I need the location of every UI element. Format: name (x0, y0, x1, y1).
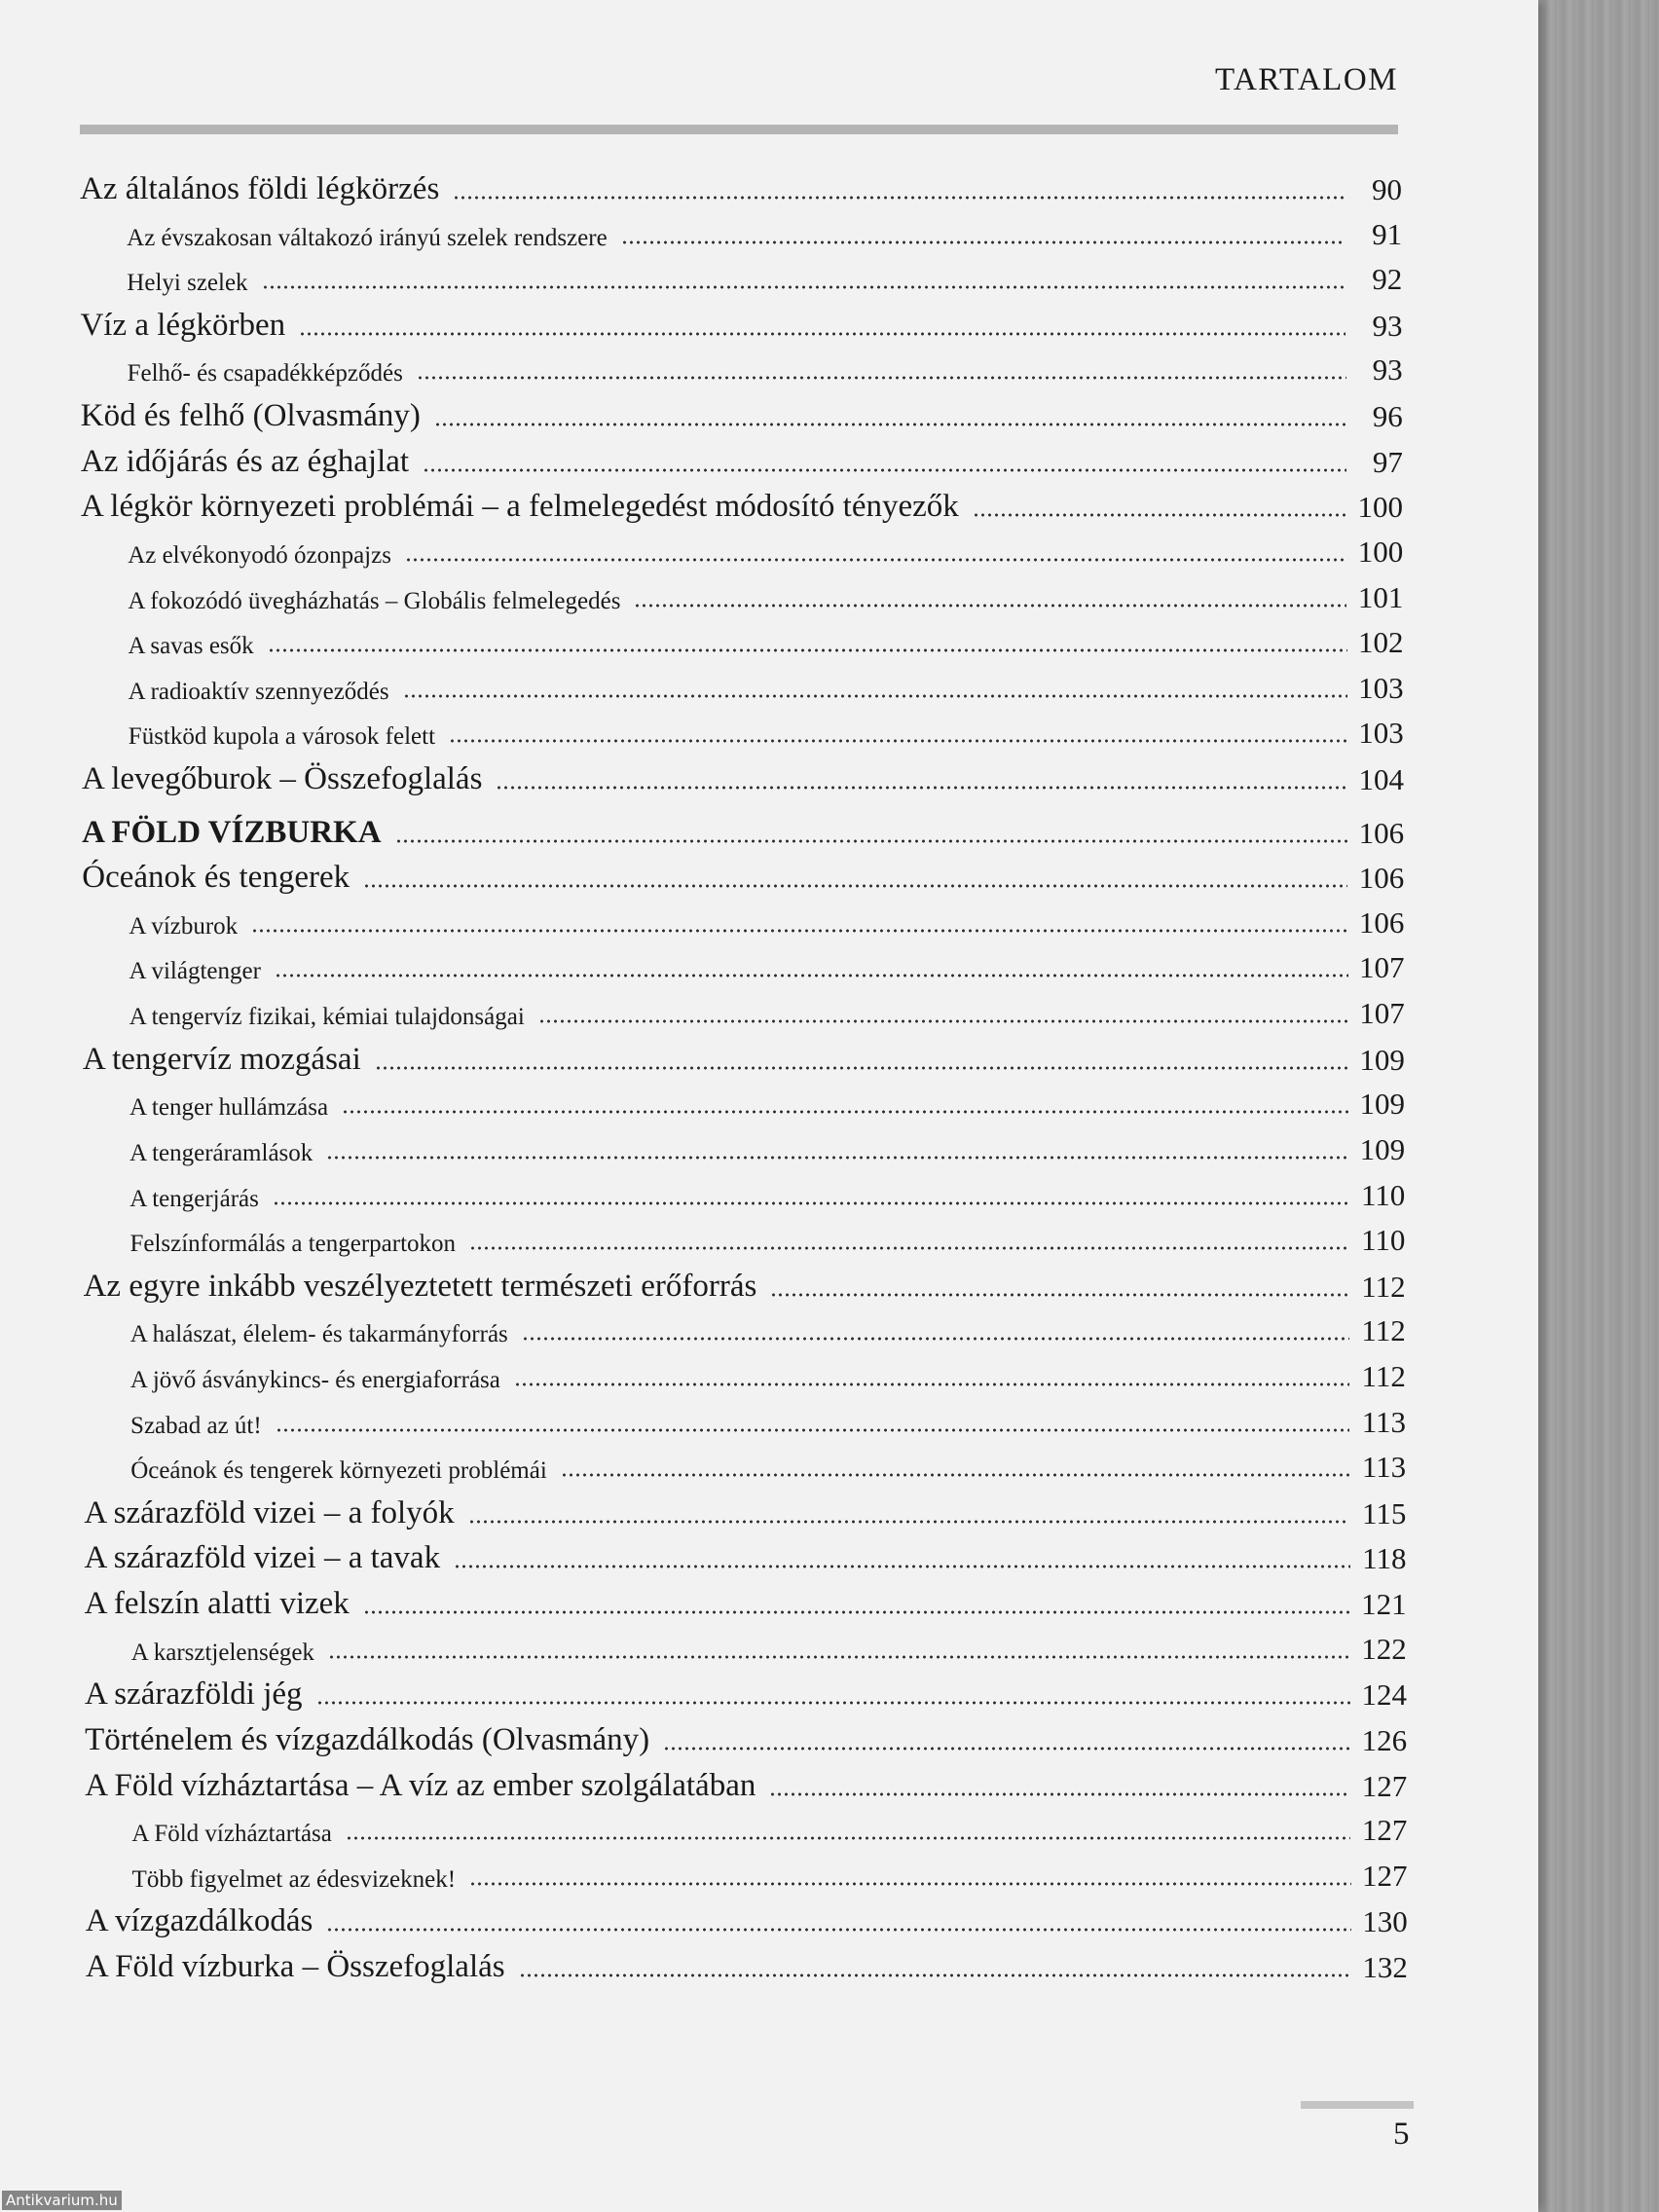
dot-leader (273, 1201, 1348, 1205)
toc-entry-page: 132 (1362, 1950, 1408, 1984)
toc-entry-title: Az elvékonyodó ózonpajzs (128, 542, 391, 569)
footer-rule (1301, 2101, 1414, 2109)
dot-leader (262, 285, 1346, 289)
dot-leader (453, 196, 1346, 200)
dot-leader (417, 376, 1346, 380)
dot-leader (519, 1973, 1351, 1977)
toc-entry-title: Az általános földi légkörzés (80, 171, 440, 206)
toc-entry (86, 1949, 1408, 1985)
dot-leader (405, 558, 1346, 562)
background-surface (1538, 0, 1659, 2212)
toc-entry-page: 100 (1357, 535, 1404, 569)
toc-entry-title: Történelem és vízgazdálkodás (Olvasmány) (85, 1722, 650, 1757)
toc-entry-title: A levegőburok – Összefoglalás (81, 761, 483, 796)
toc-entry (128, 352, 1403, 387)
toc-entry-page: 101 (1357, 580, 1404, 614)
toc-entry (132, 1859, 1408, 1894)
running-header: TARTALOM (1214, 62, 1398, 97)
dot-leader (434, 423, 1346, 426)
toc-entry-title: A tengervíz mozgásai (82, 1042, 361, 1077)
toc-entry-title: Óceánok és tengerek környezeti problémái (130, 1457, 547, 1484)
toc-entry (129, 625, 1404, 660)
toc-entry-page: 106 (1358, 816, 1405, 850)
toc-entry (130, 1313, 1406, 1348)
dot-leader (276, 1428, 1349, 1432)
toc-entry-page: 103 (1358, 716, 1404, 750)
toc-entry-title: A tengerjárás (129, 1186, 259, 1212)
dot-leader (522, 1337, 1349, 1341)
toc-entry-title: Füstköd kupola a városok felett (128, 723, 436, 750)
toc-entry-page: 109 (1359, 1087, 1405, 1121)
toc-entry-title: Az időjárás és az éghajlat (80, 444, 410, 479)
toc-entry-page: 107 (1359, 996, 1405, 1030)
toc-entry-page: 122 (1361, 1632, 1407, 1666)
toc-entry (129, 671, 1404, 706)
toc-entry-title: Óceánok és tengerek (82, 860, 350, 895)
toc-entry-title: Az egyre inkább veszélyeztetett természeti erőforrás (83, 1269, 757, 1304)
toc-entry-title: Helyi szelek (127, 270, 248, 296)
toc-entry (129, 996, 1405, 1031)
dot-leader (634, 604, 1346, 608)
toc-entry-title: Több figyelmet az édesvizeknek! (131, 1866, 457, 1893)
toc-entry-page: 106 (1358, 905, 1405, 940)
dot-leader (251, 929, 1347, 933)
toc-entry-page: 110 (1361, 1223, 1406, 1257)
toc-entry-title: A szárazföld vizei – a folyók (84, 1495, 455, 1530)
toc-entry-title: A légkör környezeti problémái – a felmelegedést módosító tényezők (81, 489, 959, 524)
dot-leader (449, 739, 1347, 743)
toc-entry (86, 1903, 1408, 1939)
toc-entry-title: Felhő- és csapadékképződés (127, 360, 403, 387)
toc-entry-title: A FÖLD VÍZBURKA (82, 815, 382, 850)
toc-entry-title: A fokozódó üvegházhatás – Globális felmelegedés (128, 588, 621, 614)
toc-entry-page: 93 (1372, 309, 1403, 343)
page-number: 5 (1393, 2117, 1410, 2152)
toc-entry-title: A vízburok (129, 913, 239, 940)
toc-entry-title: A Föld vízburka – Összefoglalás (85, 1949, 505, 1984)
dot-leader (469, 1882, 1351, 1886)
toc-entry (129, 1132, 1405, 1167)
toc-entry (80, 171, 1402, 207)
toc-entry-page: 112 (1361, 1359, 1406, 1393)
dot-leader (375, 1066, 1348, 1070)
toc-entry-title: A szárazföld vizei – a tavak (84, 1540, 441, 1575)
dot-leader (346, 1836, 1351, 1840)
toc-entry (85, 1540, 1407, 1576)
toc-entry-page: 127 (1361, 1813, 1408, 1847)
toc-entry (129, 716, 1404, 751)
toc-entry-title: A Föld vízháztartása – A víz az ember szolgálatában (85, 1768, 756, 1803)
toc-entry (83, 1042, 1405, 1078)
toc-entry-title: A szárazföldi jég (84, 1677, 303, 1712)
toc-entry-page: 112 (1361, 1270, 1406, 1304)
toc-entry-title: A jövő ásványkincs- és energiaforrása (129, 1367, 500, 1393)
toc-entry-page: 102 (1358, 625, 1404, 659)
dot-leader (403, 694, 1347, 698)
toc-entry-page: 90 (1372, 172, 1402, 206)
toc-entry-page: 115 (1361, 1496, 1407, 1530)
dot-leader (469, 1246, 1348, 1250)
toc-entry-title: A vízgazdálkodás (85, 1903, 313, 1938)
toc-entry-title: A világtenger (129, 958, 261, 984)
dot-leader (663, 1747, 1350, 1751)
toc-entry (84, 1495, 1406, 1531)
dot-leader (496, 786, 1347, 790)
watermark: Antikvarium.hu (2, 2191, 122, 2210)
toc-entry-page: 113 (1361, 1405, 1407, 1439)
toc-entry (82, 761, 1404, 797)
dot-leader (561, 1473, 1349, 1477)
toc-entry-page: 109 (1359, 1043, 1405, 1077)
toc-entry (81, 489, 1403, 525)
toc-entry-title: A karsztjelenségek (130, 1640, 314, 1666)
dot-leader (328, 1655, 1350, 1659)
toc-entry (127, 217, 1402, 252)
toc-entry-page: 104 (1358, 762, 1404, 796)
toc-entry (127, 262, 1402, 297)
toc-entry (131, 1813, 1407, 1848)
toc-entry (129, 1223, 1405, 1258)
toc-entry (82, 815, 1404, 851)
toc-entry (82, 860, 1404, 896)
dot-leader (316, 1701, 1350, 1705)
toc-entry-page: 127 (1361, 1769, 1408, 1803)
toc-entry (129, 950, 1405, 985)
toc-entry-page: 97 (1372, 445, 1403, 479)
dot-leader (468, 1520, 1350, 1524)
toc-entry (85, 1677, 1407, 1713)
toc-entry (130, 1405, 1406, 1440)
dot-leader (538, 1019, 1348, 1023)
dot-leader (363, 1610, 1350, 1614)
toc-entry-page: 118 (1362, 1541, 1407, 1575)
toc-entry-title: Víz a légkörben (80, 308, 286, 343)
dot-leader (770, 1293, 1348, 1297)
toc-entry (129, 905, 1404, 940)
dot-leader (299, 332, 1346, 336)
toc-entry-title: Felszínformálás a tengerpartokon (129, 1231, 457, 1257)
toc-entry (85, 1768, 1407, 1804)
toc-entry-title: A tenger hullámzása (129, 1094, 329, 1121)
toc-entry-page: 100 (1357, 490, 1404, 524)
dot-leader (454, 1565, 1349, 1568)
toc-entry-page: 106 (1358, 861, 1405, 895)
toc-entry (85, 1586, 1407, 1622)
toc-entry (128, 580, 1403, 615)
dot-leader (395, 839, 1348, 843)
toc-entry-page: 110 (1360, 1178, 1406, 1212)
dot-leader (326, 1156, 1348, 1160)
dot-leader (268, 648, 1347, 652)
dot-leader (363, 884, 1347, 888)
toc-entry (129, 1178, 1405, 1213)
toc-entry-page: 126 (1361, 1723, 1408, 1757)
toc-entry-title: Szabad az út! (130, 1413, 262, 1439)
toc-entry-page: 103 (1358, 671, 1404, 705)
toc-entry-page: 93 (1372, 352, 1403, 387)
toc-entry (80, 308, 1402, 344)
toc-entry-page: 124 (1361, 1677, 1407, 1712)
toc-entry-page: 113 (1361, 1450, 1407, 1484)
toc-entry (131, 1632, 1407, 1667)
dot-leader (514, 1382, 1349, 1386)
toc-entry-page: 112 (1361, 1313, 1406, 1347)
toc-entry-title: A halászat, élelem- és takarmányforrás (129, 1321, 508, 1347)
dot-leader (769, 1792, 1350, 1796)
toc-entry-title: A felszín alatti vizek (84, 1586, 350, 1621)
toc-entry-title: A radioaktív szennyeződés (128, 679, 389, 705)
toc-entry (84, 1269, 1406, 1305)
toc-entry-title: A savas esők (128, 633, 254, 659)
toc-entry-page: 121 (1361, 1587, 1407, 1621)
toc-entry (130, 1450, 1406, 1485)
dot-leader (342, 1110, 1348, 1114)
toc-entry (128, 535, 1403, 570)
toc-entry (129, 1087, 1405, 1122)
toc-entry-page: 92 (1372, 262, 1403, 296)
toc-entry (85, 1722, 1407, 1758)
toc-entry-page: 91 (1372, 217, 1403, 251)
toc-entry (81, 398, 1403, 434)
toc-entry-title: A tengervíz fizikai, kémiai tulajdonságai (129, 1004, 525, 1030)
toc-entry (81, 444, 1403, 480)
dot-leader (973, 513, 1346, 517)
toc-entry-page: 127 (1362, 1859, 1408, 1893)
dot-leader (423, 468, 1346, 472)
toc-entry-title: A Föld vízháztartása (131, 1821, 332, 1847)
toc-entry-title: Köd és felhő (Olvasmány) (80, 398, 421, 433)
toc-entry-page: 109 (1359, 1132, 1406, 1166)
toc-entry (130, 1359, 1406, 1394)
dot-leader (275, 974, 1348, 977)
toc-entry-title: Az évszakosan váltakozó irányú szelek rendszere (127, 225, 608, 251)
toc-entry-page: 96 (1372, 399, 1403, 433)
dot-leader (326, 1928, 1350, 1932)
toc-entry-page: 107 (1359, 950, 1405, 984)
toc-entry-title: A tengeráramlások (129, 1140, 313, 1166)
dot-leader (621, 240, 1346, 244)
toc-entry-page: 130 (1362, 1904, 1408, 1938)
